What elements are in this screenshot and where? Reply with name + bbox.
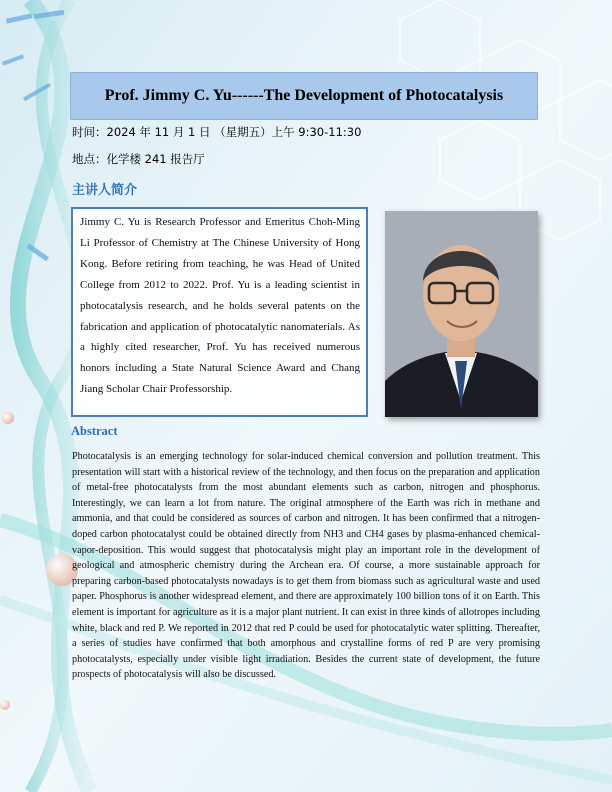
abstract-text: Photocatalysis is an emerging technology for solar-induced chemical conversion and pollution treatment. This presentation will start with a historical review of the technology, and then focus on the preparation and application of metal-free photocatalysts from the most abundant elements such as carbon, nitrogen and phosphorus. Interestingly, we can learn a lot from nature. The original atmosphere of the Earth was rich in methane and ammonia, and that could be considered as sources of carbon and nitrogen. It has been confirmed that a nitrogen-doped carbon photocatalyst could be obtained directly from NH3 and CH4 gases by plasma-enhanced chemical-vapor-deposition. This would suggest that photocatalysis might play an important role in the development of geological and atmospheric chemistry during the Archean era. Of course, a more sustainable approach for preparing carbon-based photocatalysts nowadays is to get them from biomass such as agricultural waste and used paper. Phosphorus is another widespread element, and there are approximately 100 billion tons of it on Earth. This element is important for agriculture as it is a major plant nutrient. It can exist in three kinds of allotropes including white, black and red P. We reported in 2012 that red P could be used for photocatalytic water splitting. Thereafter, a series of studies have confirmed that both amorphous and crystalline forms of red P are very promising photocatalysts, especially under visible light irradiation. Besides the current state of development, the future prospects of photocatalysis will also be discussed. [72,451,540,681]
page-title: Prof. Jimmy C. Yu------The Development of Photocatalysis [104,87,504,104]
speaker-bio: Jimmy C. Yu is Research Professor and Emeritus Choh-Ming Li Professor of Chemistry at The Chinese University of Hong Kong. Before retiring from teaching, he was Head of United College from 2012 to 2022. Prof. Yu is a leading scientist in photocatalysis research, and he holds several patents on the fabrication and application of photocatalytic nanomaterials. As a highly cited researcher, Prof. Yu has received numerous honors including a State Natural Science Award and Chang Jiang Scholar Chair Professorship. [80,216,360,396]
event-time: 时间：2024 年 11 月 1 日 （星期五）上午 9:30-11:30 [72,125,362,139]
speaker-section-heading: 主讲人简介 [72,183,138,198]
title-banner [70,72,538,120]
speaker-bio-box [71,207,368,417]
event-location: 地点：化学楼 241 报告厅 [72,152,205,166]
speaker-photo [385,211,538,417]
abstract-heading: Abstract [71,424,118,438]
